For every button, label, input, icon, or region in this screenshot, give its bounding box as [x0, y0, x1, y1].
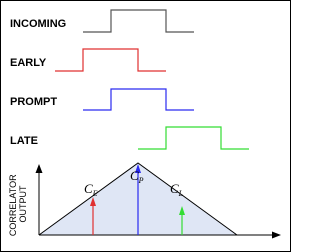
early-label: EARLY — [10, 57, 47, 69]
y-axis-label — [8, 172, 28, 236]
cp-label-main: C — [130, 168, 139, 183]
ce-label-sub: E — [92, 189, 98, 198]
ce-label-main: C — [84, 181, 93, 196]
late-pulse — [138, 127, 249, 149]
incoming-label: INCOMING — [10, 18, 67, 30]
ce-label — [84, 181, 98, 198]
cl-label — [170, 181, 184, 198]
incoming-pulse — [83, 10, 194, 32]
late-label: LATE — [10, 135, 38, 147]
y-axis-arrowhead — [36, 164, 43, 173]
y-axis-label-line1: CORRELATOR — [8, 174, 18, 237]
early-pulse — [55, 49, 166, 71]
cl-label-main: C — [170, 181, 179, 196]
y-axis-label-line2: OUTPUT — [18, 185, 28, 223]
prompt-pulse — [83, 89, 194, 110]
x-axis-arrowhead — [272, 232, 281, 239]
cp-label-sub: P — [138, 176, 144, 185]
prompt-label: PROMPT — [10, 96, 58, 108]
cl-label-sub: L — [178, 189, 184, 198]
